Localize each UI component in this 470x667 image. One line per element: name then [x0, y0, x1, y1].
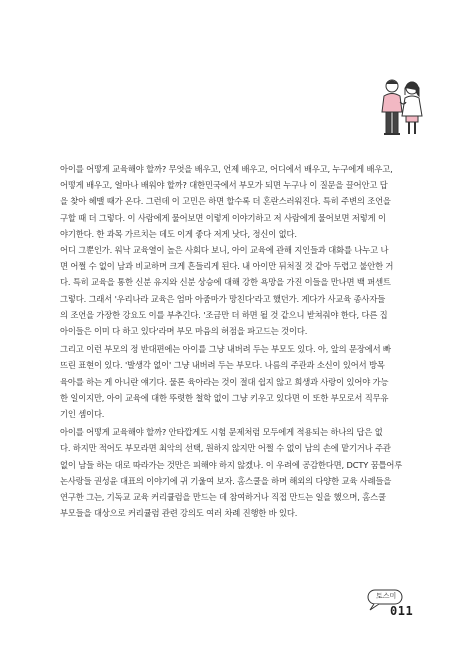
text-line: 기인 셈이다. — [60, 409, 105, 420]
paragraph — [60, 161, 412, 242]
text-line: 어디 그뿐인가. 워낙 교육열이 높은 사회다 보니, 아이 교육에 관해 지인들과 대화를 나누고 나 — [60, 245, 389, 256]
text-line: 한 일이지만, 아이 교육에 대한 뚜렷한 철학 없이 그냥 키우고 있다면 이 또한 부모로서 직무유 — [60, 392, 389, 403]
text-line: 육아를 하는 게 아니란 얘기다. 물론 육아라는 것이 절대 쉽지 않고 희생과 사랑이 있어야 가능 — [60, 376, 389, 387]
text-line: 구할 때 더 그렇다. 이 사람에게 물어보면 이렇게 이야기하고 저 사람에게 물어보면 저렇게 이 — [60, 212, 386, 223]
text-line: 뜨린 표현이 있다. '발생각 없이' 그냥 내버려 두는 부모다. 나름의 주관과 소신이 있어서 방목 — [60, 360, 385, 371]
text-line: 을 찾아 헤맬 때가 온다. 그런데 이 고민은 하면 할수록 더 혼란스러워진다. 특히 주변의 조언을 — [60, 196, 391, 207]
text-line: 아이를 어떻게 교육해야 할까? 무엇을 배우고, 언제 배우고, 어디에서 배우고, 누구에게 배우고, — [60, 164, 393, 174]
text-line: 아이를 어떻게 교육해야 할까? 안타깝게도 시험 문제처럼 모두에게 적용되는 하나의 답은 없 — [60, 427, 383, 438]
text-line: 그렇다. 그래서 '우리나라 교육은 엄마 아줌마가 망친다'라고 했던가. 게다가 사교육 종사자들 — [60, 293, 386, 304]
badge-label: 토스미 — [376, 592, 397, 600]
text-line: 아이들은 이미 다 하고 있다'라며 부모 마음의 허점을 파고드는 것이다. — [60, 326, 308, 337]
paragraph — [60, 424, 412, 521]
text-line: 그리고 이런 부모의 정 반대편에는 아이를 그냥 내버려 두는 부모도 있다. 아, 앞의 문장에서 빠 — [60, 344, 391, 355]
text-line: 면 어쩔 수 없이 남과 비교하며 크게 흔들리게 된다. 내 아이만 뒤처질 것 같아 두렵고 불안한 거 — [60, 261, 394, 272]
text-line: 다. 특히 교육을 통한 신분 유지와 신분 상승에 대해 강한 욕망을 가진 이들을 만나면 백 퍼센트 — [60, 277, 391, 288]
couple-illustration — [372, 76, 434, 138]
text-line: 부모들을 대상으로 커리큘럼 관련 강의도 여러 차례 진행한 바 있다. — [60, 508, 298, 519]
text-line: 논사랑들 권성윤 대표의 이야기에 귀 기울여 보자. 홈스쿨을 하며 해외의 다양한 교육 사례들을 — [60, 475, 392, 486]
text-line: 야기한다. 한 과목 가르치는 데도 이게 좋다 저게 낫다, 정신이 없다. — [60, 228, 297, 239]
text-line: 없이 남들 하는 대로 따라가는 것만은 피해야 하지 않겠나. 이 우려에 공감한다면, DCTY 꿈틀어루 — [60, 459, 403, 470]
text-line: 의 조언을 가장한 강요도 이를 부추긴다. '조금만 더 하면 될 것 같으니 받쳐줘야 한다, 다른 집 — [60, 309, 388, 320]
text-line: 다. 하지만 적어도 부모라면 최악의 선택, 원하지 않지만 어쩔 수 없이 남의 손에 맡기거나 주관 — [60, 443, 391, 454]
text-line: 어떻게 배우고, 얼마나 배워야 할까? 대한민국에서 부모가 되면 누구나 이 질문을 끌어안고 답 — [60, 180, 388, 191]
body-text — [60, 161, 412, 523]
text-line: 연구한 그는, 기독교 교육 커리큘럼을 만드는 데 참여하거나 직접 만드는 일을 했으며, 홈스쿨 — [60, 492, 386, 503]
paragraph — [60, 242, 412, 339]
paragraph — [60, 341, 412, 422]
page-number: 011 — [390, 604, 414, 618]
